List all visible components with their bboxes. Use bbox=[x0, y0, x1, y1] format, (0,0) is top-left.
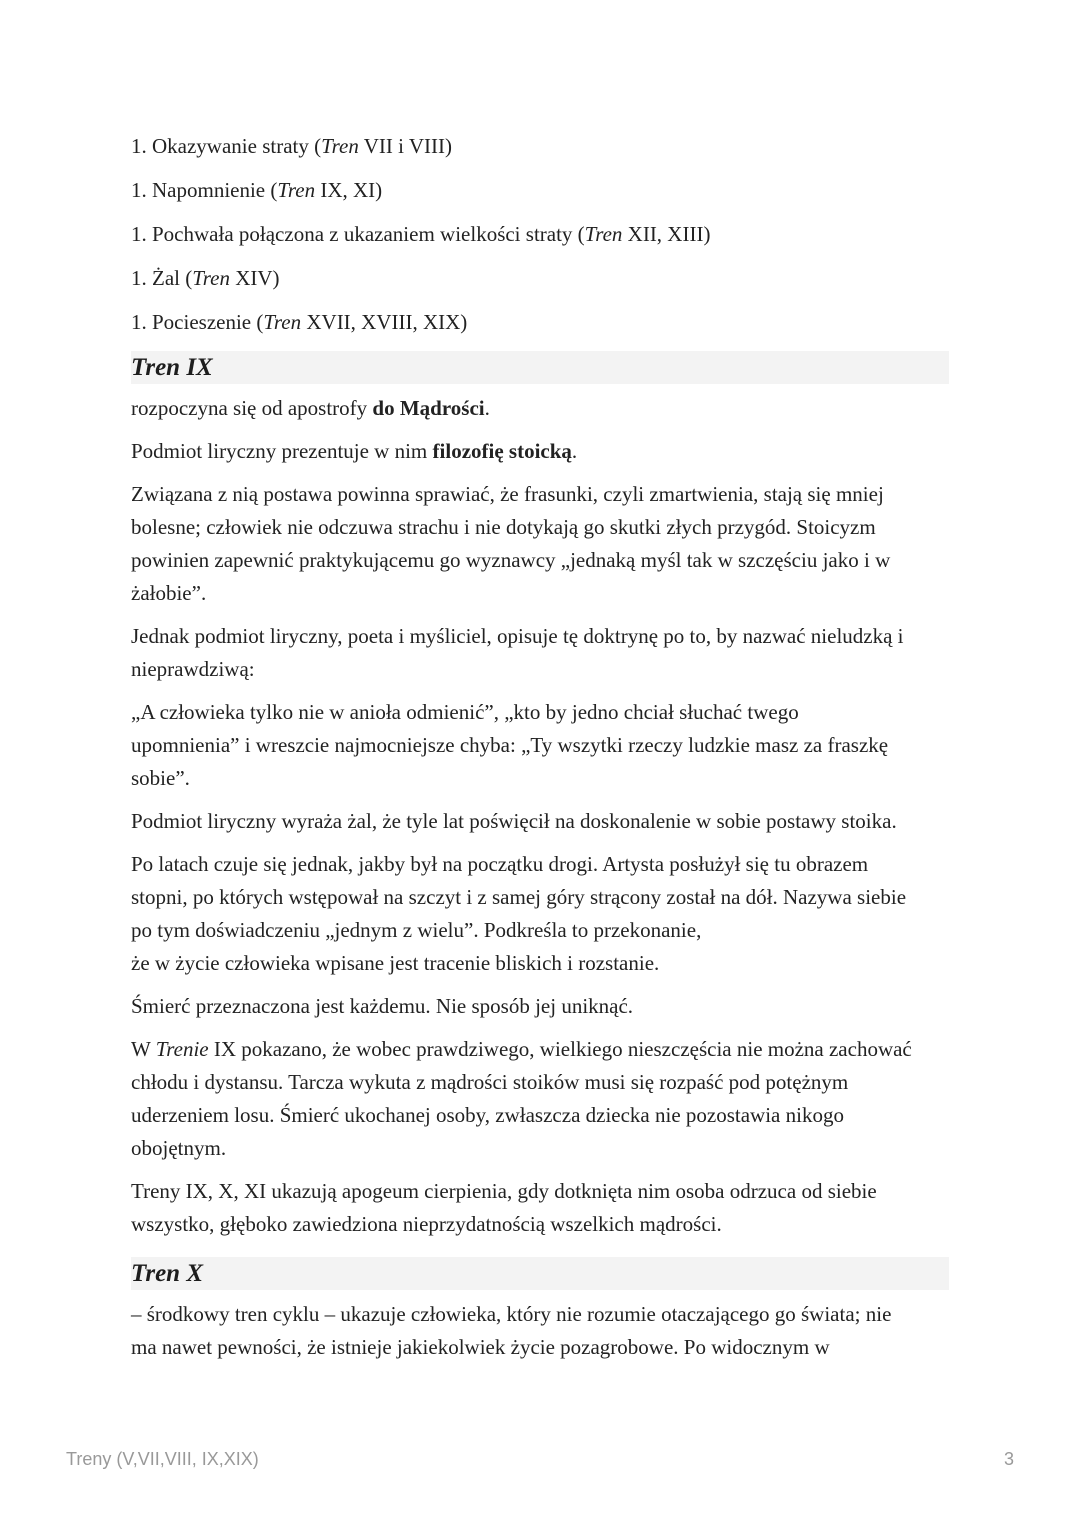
list-item: 1. Pocieszenie (Tren XVII, XVIII, XIX) bbox=[131, 310, 468, 334]
section-heading-tren-ix: Tren IX bbox=[131, 351, 949, 384]
paragraph: Jednak podmiot liryczny, poeta i myśliciel, opisuje tę doktrynę po to, by nazwać nieludzką i nieprawdziwą: bbox=[131, 624, 904, 681]
list-item: 1. Pochwała połączona z ukazaniem wielkości straty (Tren XII, XIII) bbox=[131, 222, 711, 246]
paragraph: „A człowieka tylko nie w anioła odmienić”, „kto by jedno chciał słuchać twego upomnienia” i wreszcie najmocniejsze chyba: „Ty wszytki rzeczy ludzkie masz za fraszkę sobie”. bbox=[131, 700, 889, 790]
paragraph: Podmiot liryczny wyraża żal, że tyle lat poświęcił na doskonalenie w sobie postawy stoika. bbox=[131, 809, 897, 833]
paragraph: W Trenie IX pokazano, że wobec prawdziwego, wielkiego nieszczęścia nie można zachować chłodu i dystansu. Tarcza wykuta z mądrości stoików musi się rozpaść pod potężnym uderzeniem losu. Śmierć ukochanej osoby, zwłaszcza dziecka nie pozostawia nikogo obojętnym. bbox=[131, 1037, 912, 1160]
paragraph: rozpoczyna się od apostrofy do Mądrości. bbox=[131, 396, 490, 420]
page-number: 3 bbox=[1003, 1449, 1014, 1469]
paragraph: Związana z nią postawa powinna sprawiać, że frasunki, czyli zmartwienia, stają się mniej bolesne; człowiek nie odczuwa strachu i nie dotykają go skutki złych przygód. Stoicyzm powinien zapewnić praktykującemu go wyznawcy „jednaką myśl tak w szczęściu jako i w żałobie”. bbox=[131, 482, 891, 605]
structure-list bbox=[131, 130, 949, 339]
page-content bbox=[131, 130, 949, 1374]
paragraph: Śmierć przeznaczona jest każdemu. Nie sposób jej uniknąć. bbox=[131, 994, 634, 1018]
list-item: 1. Okazywanie straty (Tren VII i VIII) bbox=[131, 134, 452, 158]
paragraph: Treny IX, X, XI ukazują apogeum cierpienia, gdy dotknięta nim osoba odrzuca od siebie wszystko, głęboko zawiedziona nieprzydatnością wszelkich mądrości. bbox=[131, 1179, 877, 1236]
paragraph: Podmiot liryczny prezentuje w nim filozofię stoicką. bbox=[131, 439, 578, 463]
section-heading-tren-x: Tren X bbox=[131, 1257, 949, 1290]
paragraph: Po latach czuje się jednak, jakby był na początku drogi. Artysta posłużył się tu obrazem stopni, po których wstępował na szczyt i z samej góry strącony został na dół. Nazywa siebie po tym doświadczeniu „jednym z wielu”. Podkreśla to przekonanie, że w życie człowieka wpisane jest tracenie bliskich i rozstanie. bbox=[131, 852, 907, 975]
paragraph: – środkowy tren cyklu – ukazuje człowieka, który nie rozumie otaczającego go świata; nie ma nawet pewności, że istnieje jakiekolwiek życie pozagrobowe. Po widocznym w bbox=[131, 1302, 892, 1359]
list-item: 1. Żal (Tren XIV) bbox=[131, 266, 280, 290]
footer-title: Treny (V,VII,VIII, IX,XIX) bbox=[66, 1449, 259, 1469]
list-item: 1. Napomnienie (Tren IX, XI) bbox=[131, 178, 383, 202]
